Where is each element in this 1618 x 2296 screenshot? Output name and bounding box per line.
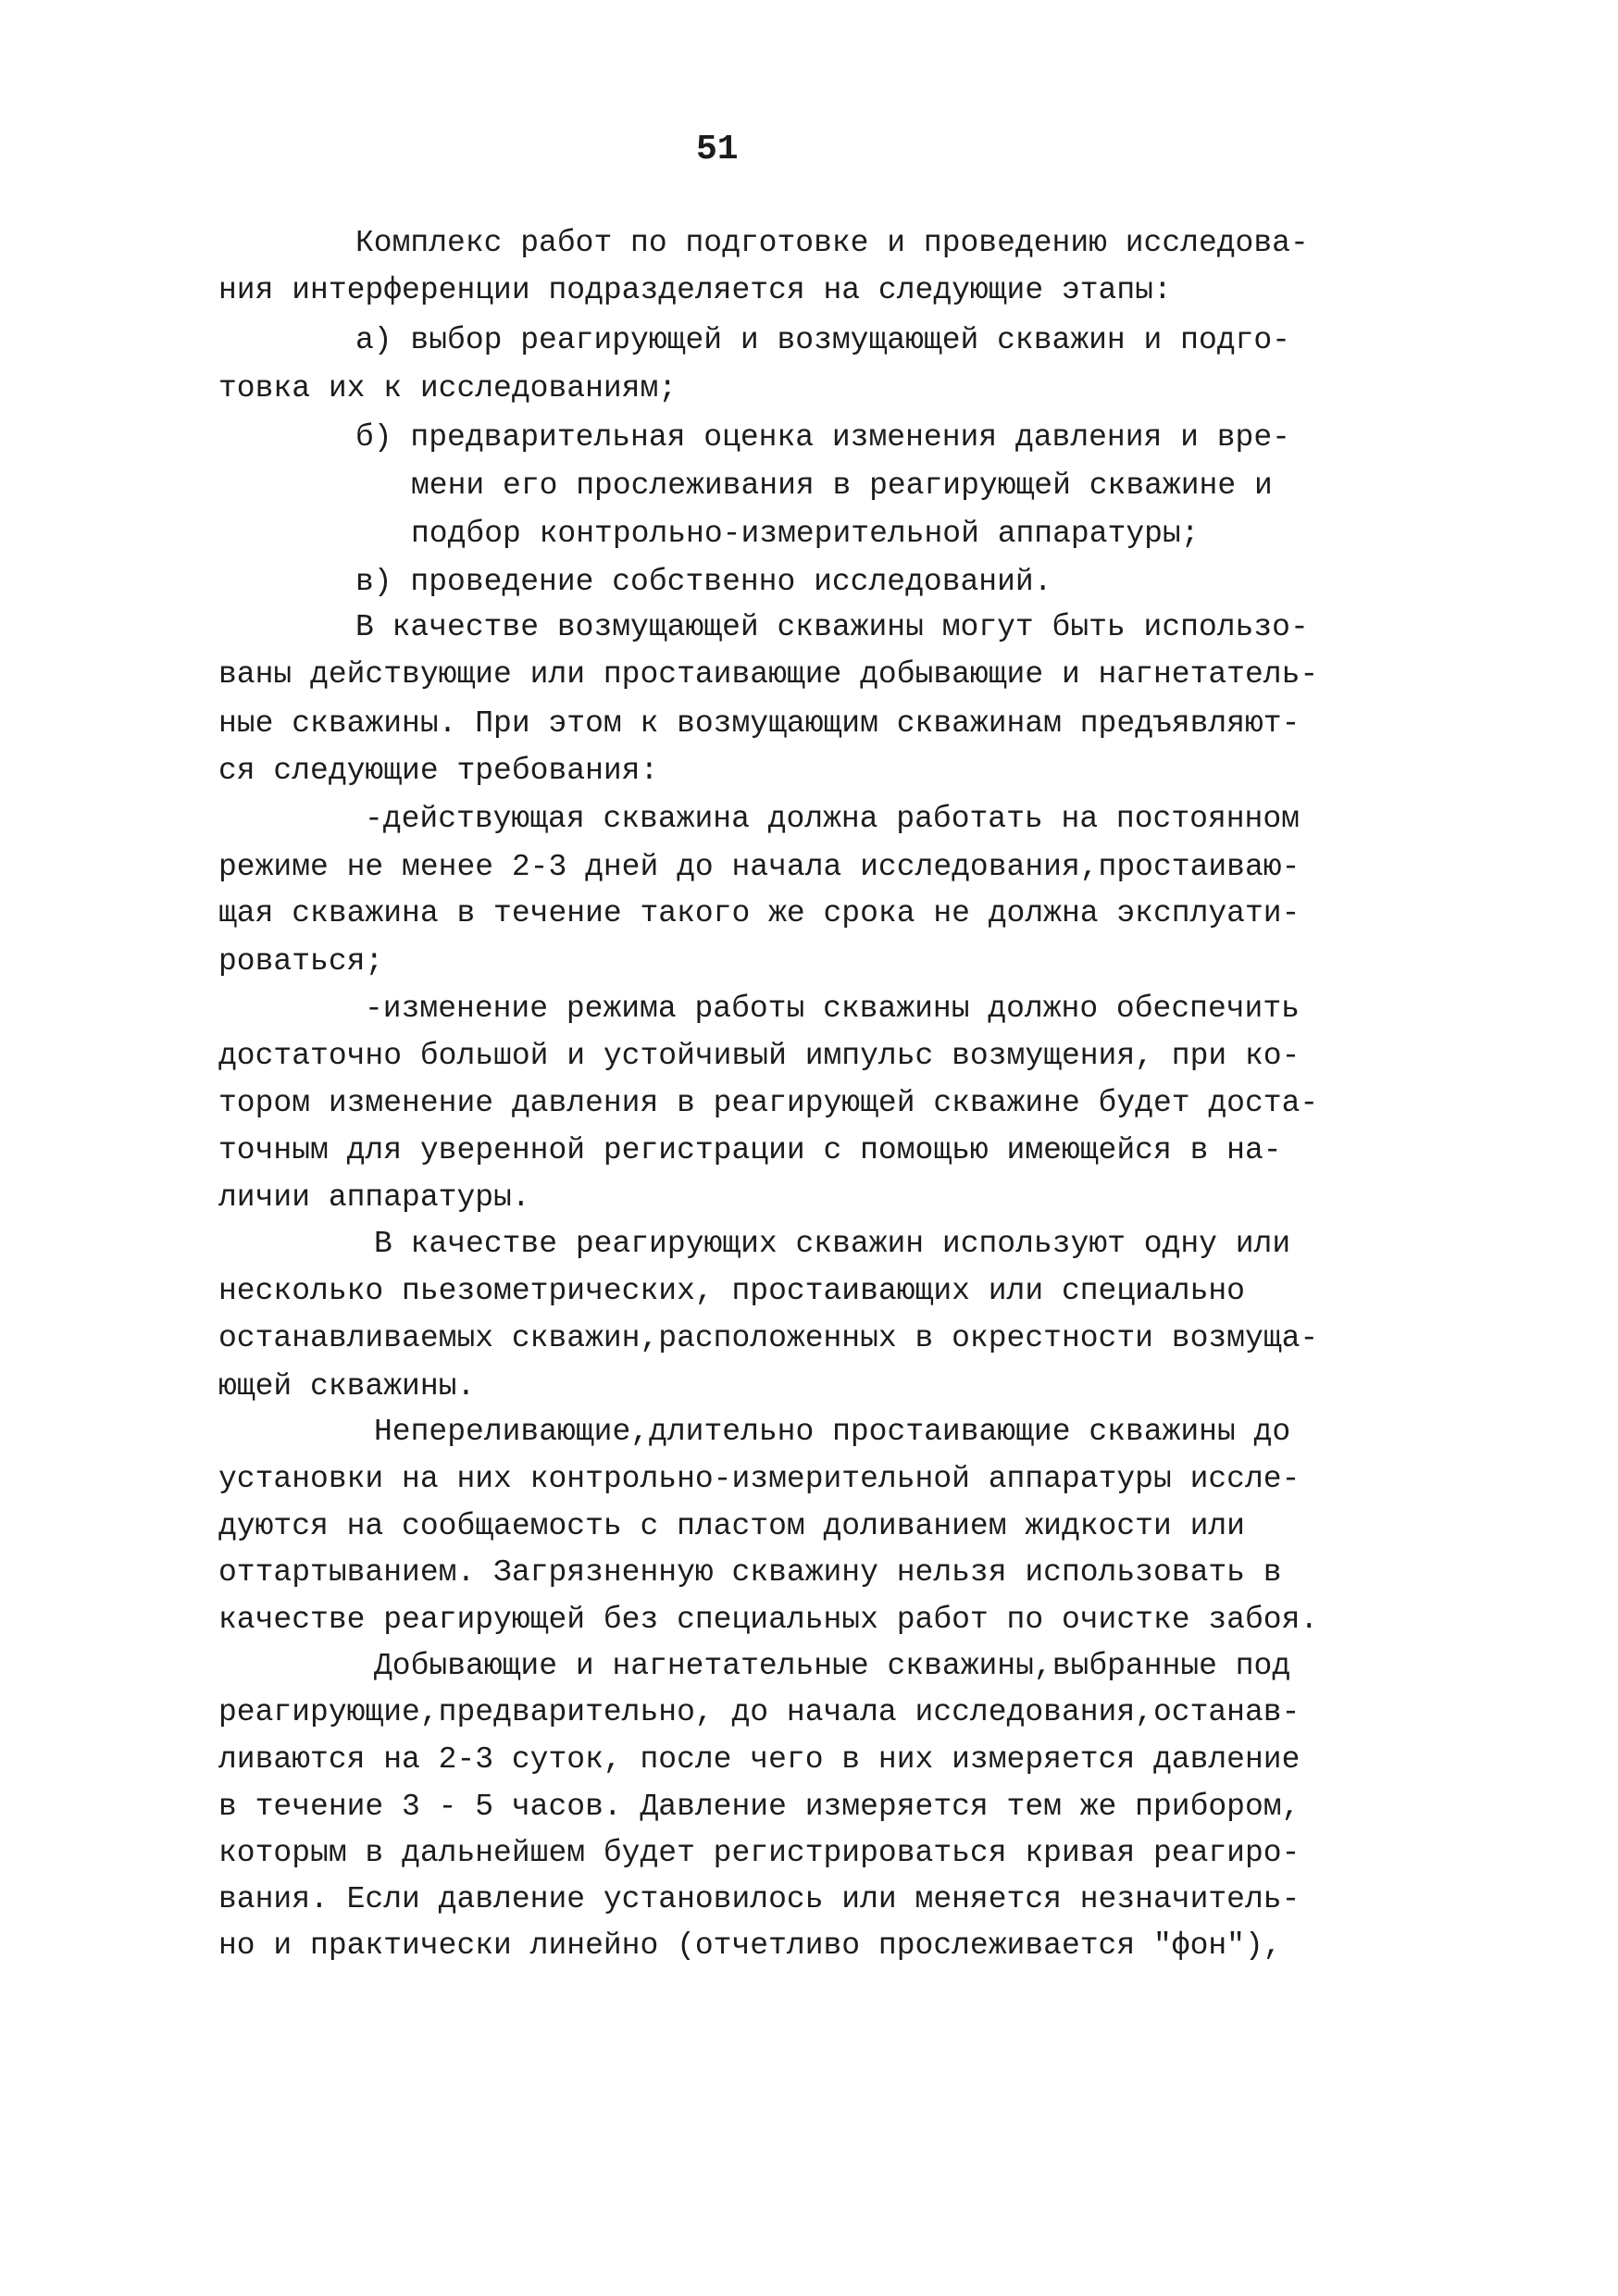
text-line: ваны действующие или простаивающие добывающие и нагнетатель-	[218, 657, 1319, 692]
text-line: Комплекс работ по подготовке и проведению исследова-	[355, 226, 1309, 260]
text-line: тором изменение давления в реагирующей скважине будет доста-	[218, 1086, 1319, 1120]
page-number: 51	[696, 130, 739, 169]
text-line: щая скважина в течение такого же срока не должна эксплуати-	[218, 896, 1301, 930]
text-line: вания. Если давление установилось или меняется незначитель-	[218, 1882, 1301, 1916]
text-line: В качестве возмущающей скважины могут быть использо-	[355, 610, 1309, 644]
text-line: но и практически линейно (отчетливо прослеживается "фон"),	[218, 1928, 1282, 1963]
text-line: мени его прослеживания в реагирующей скважине и	[411, 468, 1273, 503]
text-line: ния интерференции подразделяется на следующие этапы:	[218, 273, 1172, 307]
text-line: Непереливающие,длительно простаивающие скважины до	[374, 1415, 1291, 1449]
text-line: качестве реагирующей без специальных работ по очистке забоя.	[218, 1603, 1319, 1637]
text-line: достаточно большой и устойчивый импульс возмущения, при ко-	[218, 1039, 1301, 1073]
text-line: в) проведение собственно исследований.	[355, 565, 1052, 599]
text-line: в течение 3 - 5 часов. Давление измеряется тем же прибором,	[218, 1790, 1301, 1824]
text-line: личии аппаратуры.	[218, 1180, 530, 1215]
text-line: ливаются на 2-3 суток, после чего в них измеряется давление	[218, 1742, 1301, 1777]
text-line: ные скважины. При этом к возмущающим скважинам предъявляют-	[218, 706, 1301, 741]
text-line: ся следующие требования:	[218, 754, 659, 788]
text-line: подбор контрольно-измерительной аппаратуры;	[411, 517, 1200, 551]
text-line: дуются на сообщаемость с пластом доливанием жидкости или	[218, 1509, 1245, 1543]
text-line: останавливаемых скважин,расположенных в окрестности возмуща-	[218, 1321, 1319, 1355]
text-line: режиме не менее 2-3 дней до начала исследования,простаиваю-	[218, 850, 1301, 884]
text-line: Добывающие и нагнетательные скважины,выбранные под	[374, 1649, 1291, 1683]
text-line: -действующая скважина должна работать на постоянном	[365, 802, 1300, 836]
text-line: реагирующие,предварительно, до начала исследования,останав-	[218, 1695, 1301, 1729]
text-line: а) выбор реагирующей и возмущающей скважин и подго-	[355, 323, 1290, 357]
text-line: ющей скважины.	[218, 1369, 476, 1404]
text-line: -изменение режима работы скважины должно обеспечить	[365, 992, 1300, 1026]
text-line: несколько пьезометрических, простаивающих или специально	[218, 1274, 1245, 1308]
text-line: товка их к исследованиям;	[218, 371, 678, 406]
text-line: которым в дальнейшем будет регистрироваться кривая реагиро-	[218, 1836, 1301, 1870]
text-line: б) предварительная оценка изменения давления и вре-	[355, 420, 1290, 455]
text-line: роваться;	[218, 944, 384, 979]
text-line: В качестве реагирующих скважин используют одну или	[374, 1227, 1291, 1261]
text-line: оттартыванием. Загрязненную скважину нельзя использовать в	[218, 1555, 1282, 1590]
text-line: точным для уверенной регистрации с помощью имеющейся в на-	[218, 1133, 1282, 1167]
text-line: установки на них контрольно-измерительной аппаратуры иссле-	[218, 1462, 1301, 1496]
